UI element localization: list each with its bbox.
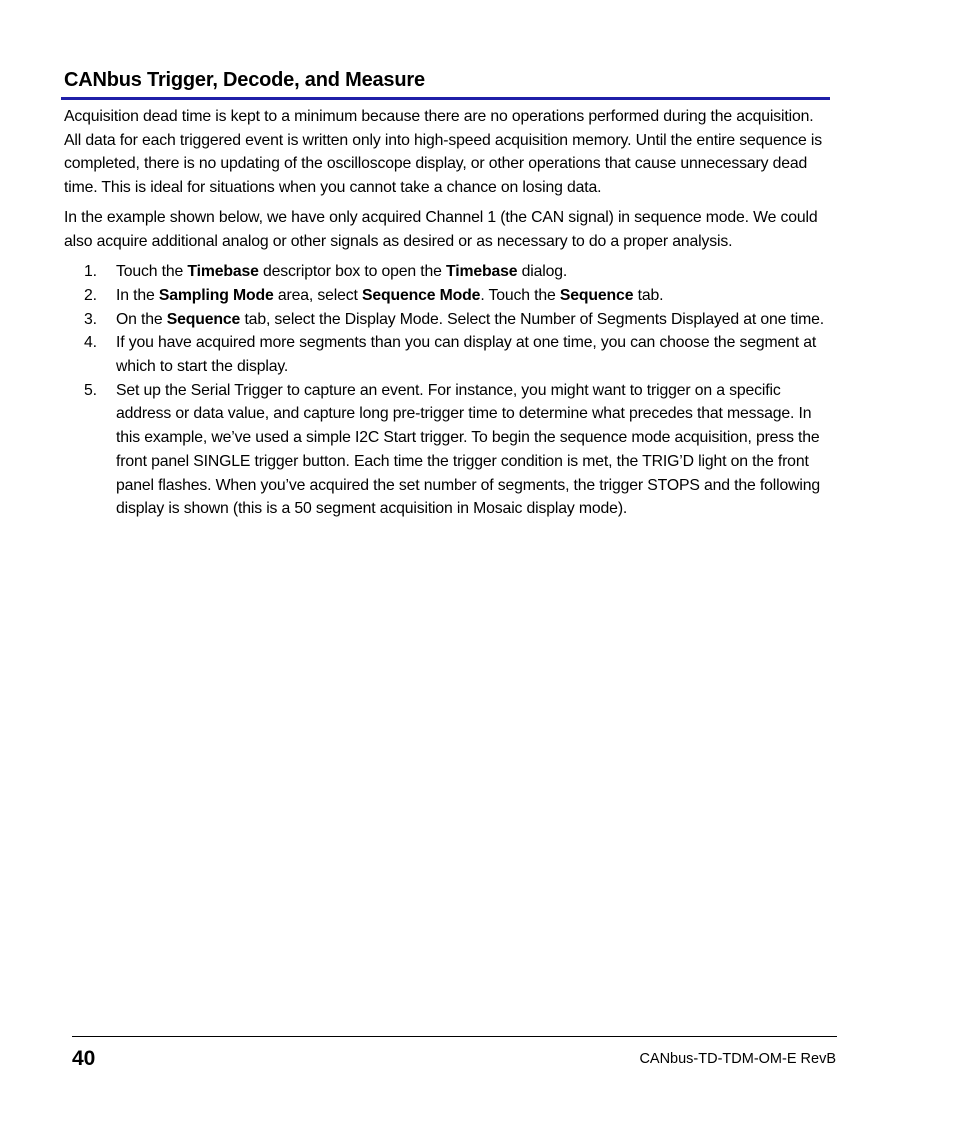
step-text-part: area, select (273, 286, 362, 304)
list-item (64, 331, 830, 378)
list-item (64, 379, 830, 521)
step-text-part: On the (116, 310, 167, 328)
body-text (64, 105, 830, 521)
step-number: 2. (84, 286, 97, 304)
step-text-part: Touch the (116, 263, 188, 281)
step-text-part: tab, select the Display Mode. Select the Number of Segments Displayed at one time. (240, 310, 824, 328)
footer-divider (72, 1036, 837, 1037)
step-text-bold: Sequence (166, 310, 241, 328)
page-number: 40 (72, 1047, 96, 1070)
list-item (64, 260, 830, 284)
step-number: 4. (84, 334, 97, 352)
steps-list (64, 260, 830, 521)
step-text-part: In the (116, 286, 159, 304)
step-text-bold: Sequence (559, 286, 634, 304)
step-text-part: dialog. (517, 263, 568, 281)
step-text (116, 260, 830, 284)
step-text (116, 308, 830, 332)
step-text: Set up the Serial Trigger to capture an event. For instance, you might want to trigger on a specific address or data value, and capture long pre-trigger time to determine what precedes that message. In this example, we’ve used a simple I2C Start trigger. To begin the sequence mode acquisition, press the front panel SINGLE trigger button. Each time the trigger condition is met, the TRIG’D light on the front panel flashes. When you’ve acquired the set number of segments, the trigger STOPS and the following display is shown (this is a 50 segment acquisition in Mosaic display mode). (116, 381, 821, 518)
list-item (64, 284, 830, 308)
step-number: 1. (84, 263, 97, 281)
step-text (116, 284, 830, 308)
page-title: CANbus Trigger, Decode, and Measure (64, 69, 425, 91)
paragraph-dead-time: Acquisition dead time is kept to a minimum because there are no operations performed during the acquisition. All data for each triggered event is written only into high-speed acquisition memory. Until the entire sequence is completed, there is no updating of the oscilloscope display, or other operations that cause unnecessary dead time. This is ideal for situations when you cannot take a chance on losing data. (64, 108, 822, 197)
step-text-part: descriptor box to open the (258, 263, 447, 281)
step-text-bold: Sampling Mode (158, 286, 274, 304)
step-text-part: tab. (633, 286, 664, 304)
step-number: 5. (84, 381, 97, 399)
heading-divider (61, 97, 830, 100)
step-text-bold: Sequence Mode (362, 286, 481, 304)
step-text-part: . Touch the (480, 286, 560, 304)
step-text: If you have acquired more segments than you can display at one time, you can choose the segment at which to start the display. (116, 334, 817, 376)
list-item (64, 308, 830, 332)
step-number: 3. (84, 310, 97, 328)
paragraph-example: In the example shown below, we have only acquired Channel 1 (the CAN signal) in sequence mode. We could also acquire additional analog or other signals as desired or as necessary to do a proper analysis. (64, 209, 818, 251)
step-text-bold: Timebase (446, 263, 518, 281)
document-id: CANbus-TD-TDM-OM-E RevB (639, 1051, 836, 1067)
step-text-bold: Timebase (187, 263, 259, 281)
